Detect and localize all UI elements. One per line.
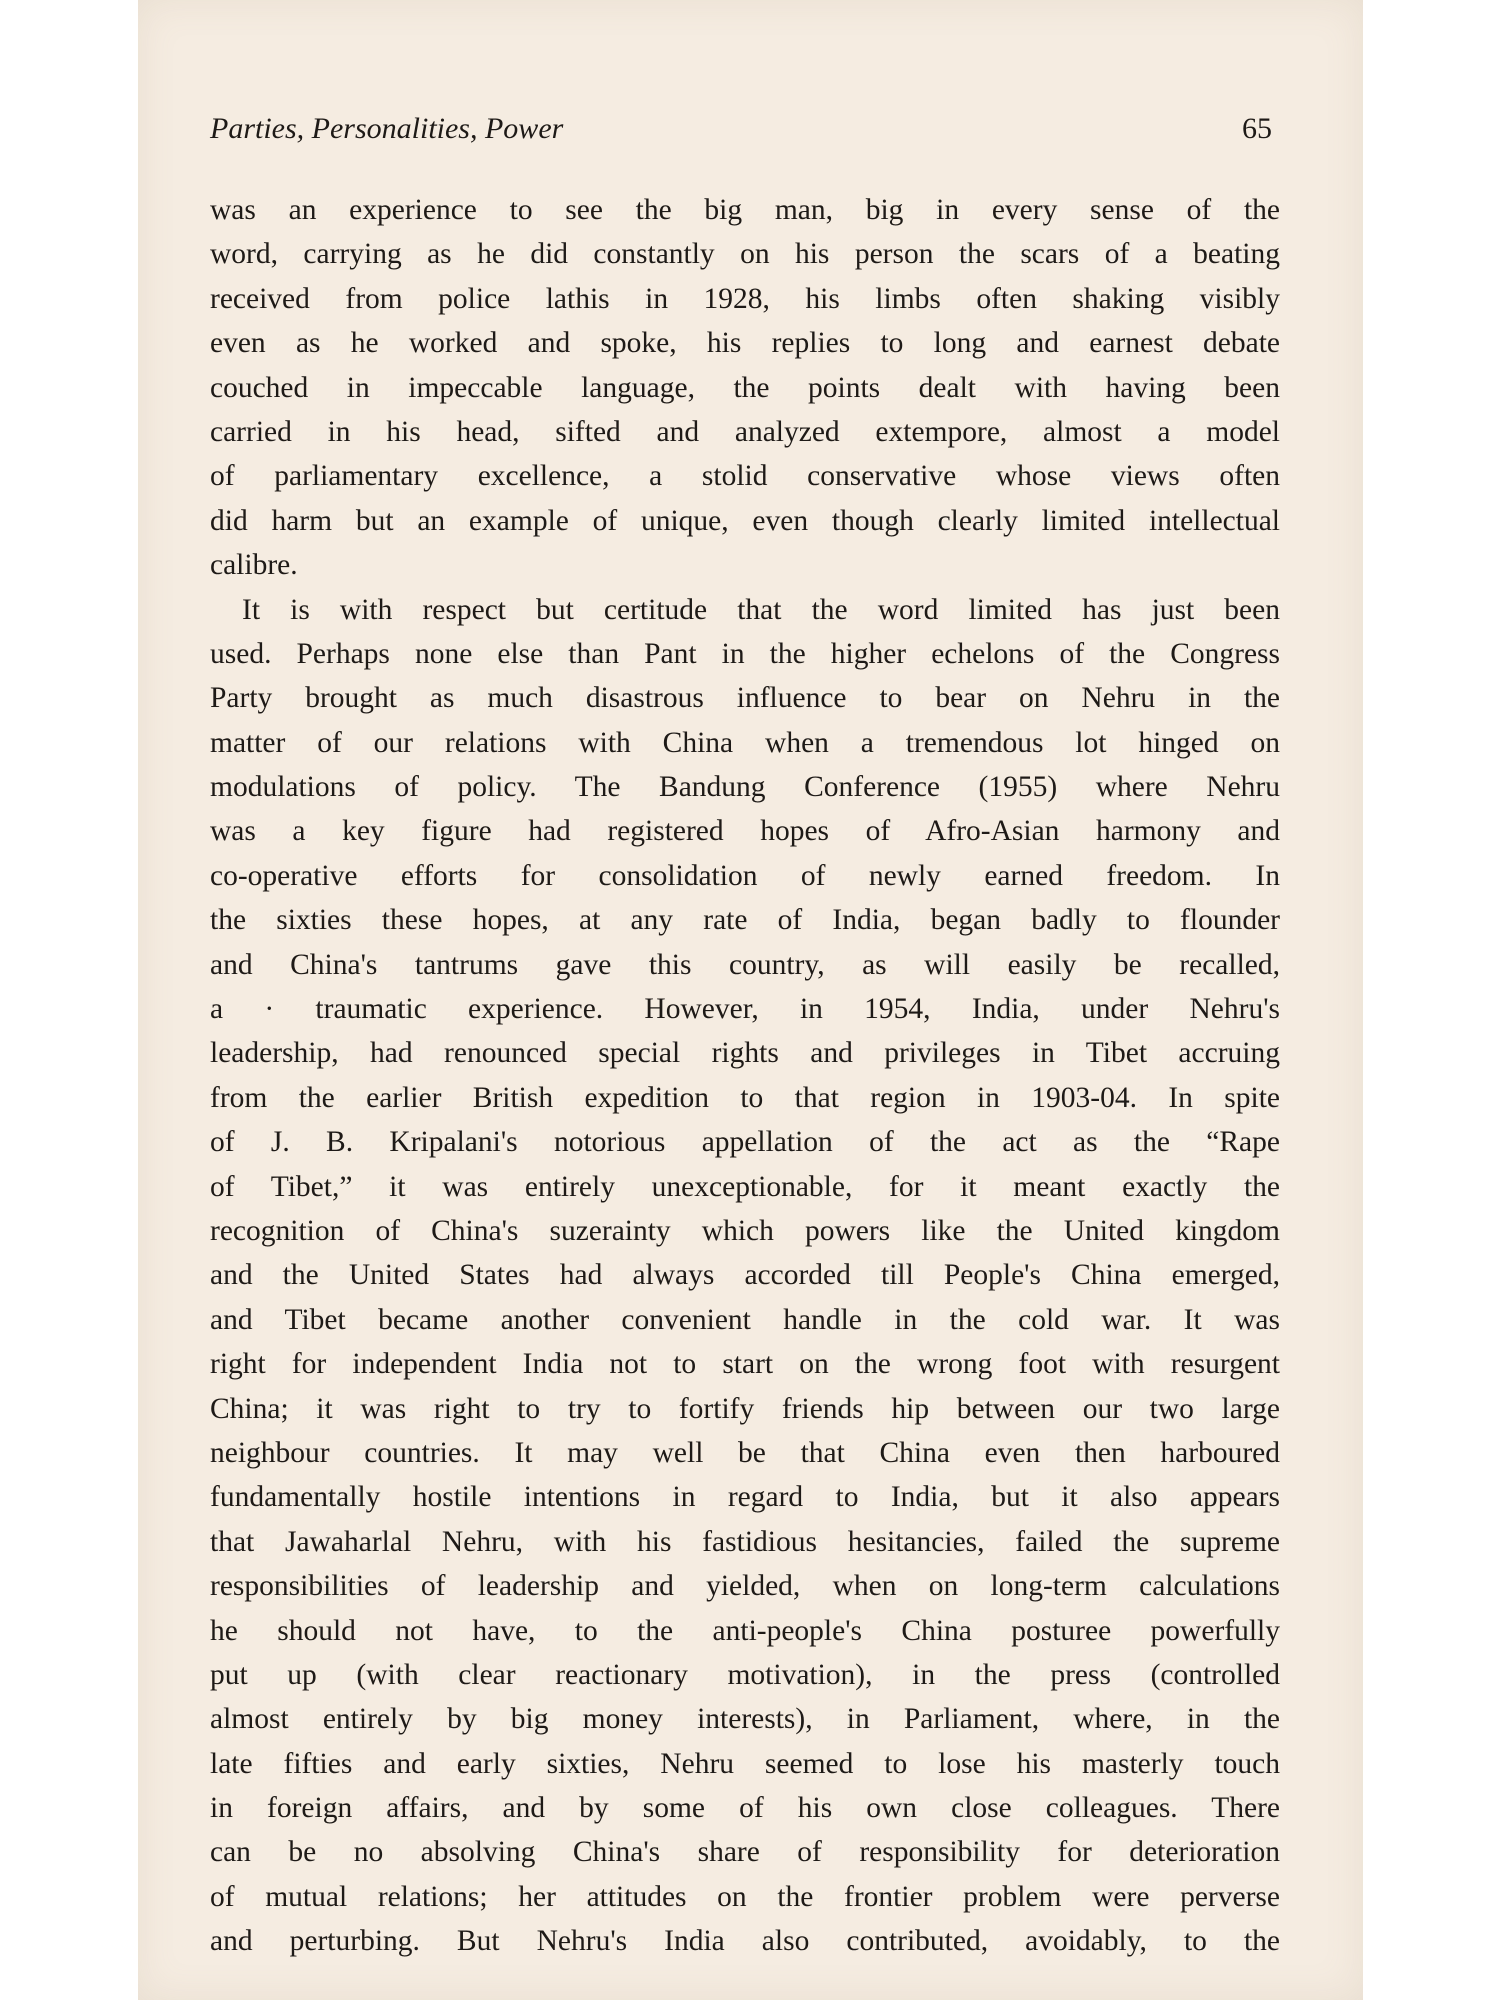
page-number: 65 (1242, 112, 1272, 145)
text-line: did harm but an example of unique, even though clearly limited intellectual (210, 504, 1280, 537)
text-line: couched in impeccable language, the points dealt with having been (210, 371, 1280, 404)
text-line: co-operative efforts for consolidation of newly earned freedom. In (210, 859, 1280, 892)
text-line: It is with respect but certitude that the word limited has just been (242, 593, 1280, 626)
text-line: was a key figure had registered hopes of Afro-Asian harmony and (210, 815, 1280, 848)
text-line: Party brought as much disastrous influence to bear on Nehru in the (210, 682, 1280, 715)
text-line: a · traumatic experience. However, in 1954, India, under Nehru's (210, 993, 1280, 1026)
text-line: China; it was right to try to fortify friends hip between our two large (210, 1392, 1280, 1425)
text-line: of mutual relations; her attitudes on the frontier problem were perverse (210, 1880, 1280, 1913)
text-line: and China's tantrums gave this country, as will easily be recalled, (210, 948, 1280, 981)
text-line: leadership, had renounced special rights and privileges in Tibet accruing (210, 1037, 1280, 1070)
text-line: calibre. (210, 549, 298, 582)
text-line: carried in his head, sifted and analyzed extempore, almost a model (210, 415, 1280, 448)
text-line: was an experience to see the big man, big in every sense of the (210, 194, 1280, 226)
text-line: and Tibet became another convenient handle in the cold war. It was (210, 1303, 1280, 1336)
text-line: of Tibet,” it was entirely unexceptionable, for it meant exactly the (210, 1170, 1280, 1203)
text-line: late fifties and early sixties, Nehru seemed to lose his masterly touch (210, 1747, 1280, 1780)
text-line: of J. B. Kripalani's notorious appellation of the act as the “Rape (210, 1126, 1280, 1159)
text-line: right for independent India not to start on the wrong foot with resurgent (210, 1348, 1280, 1381)
page-header (210, 112, 1272, 152)
text-line: matter of our relations with China when a tremendous lot hinged on (210, 726, 1280, 759)
text-line: used. Perhaps none else than Pant in the higher echelons of the Congress (210, 637, 1280, 670)
text-line: recognition of China's suzerainty which powers like the United kingdom (210, 1214, 1280, 1247)
text-line: neighbour countries. It may well be that China even then harboured (210, 1436, 1280, 1469)
text-line: responsibilities of leadership and yielded, when on long-term calculations (210, 1570, 1280, 1603)
running-head: Parties, Personalities, Power (210, 112, 564, 145)
text-line: received from police lathis in 1928, his limbs often shaking visibly (210, 282, 1280, 315)
text-line: almost entirely by big money interests), in Parliament, where, in the (210, 1703, 1280, 1736)
text-line: word, carrying as he did constantly on his person the scars of a beating (210, 238, 1280, 271)
text-line: modulations of policy. The Bandung Conference (1955) where Nehru (210, 771, 1280, 804)
text-line: that Jawaharlal Nehru, with his fastidious hesitancies, failed the supreme (210, 1525, 1280, 1558)
text-line: put up (with clear reactionary motivation), in the press (controlled (210, 1658, 1280, 1691)
text-line: and the United States had always accorded till People's China emerged, (210, 1259, 1280, 1292)
text-line: can be no absolving China's share of responsibility for deterioration (210, 1836, 1280, 1869)
text-line: of parliamentary excellence, a stolid conservative whose views often (210, 460, 1280, 493)
text-line: and perturbing. But Nehru's India also contributed, avoidably, to the (210, 1925, 1280, 1958)
text-line: he should not have, to the anti-people's China posturee powerfully (210, 1614, 1280, 1647)
text-line: even as he worked and spoke, his replies to long and earnest debate (210, 327, 1280, 360)
text-line: fundamentally hostile intentions in regard to India, but it also appears (210, 1481, 1280, 1514)
text-line: the sixties these hopes, at any rate of India, began badly to flounder (210, 904, 1280, 937)
book-page (138, 0, 1363, 2000)
text-line: from the earlier British expedition to that region in 1903-04. In spite (210, 1081, 1280, 1114)
text-line: in foreign affairs, and by some of his own close colleagues. There (210, 1792, 1280, 1825)
body-text (210, 188, 1280, 1964)
